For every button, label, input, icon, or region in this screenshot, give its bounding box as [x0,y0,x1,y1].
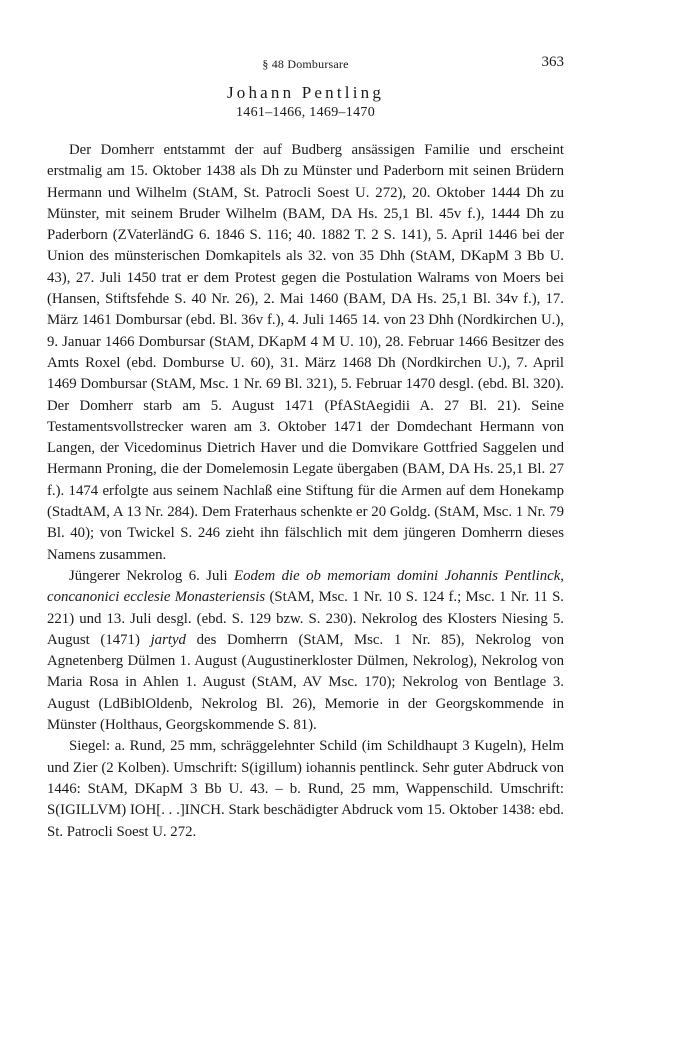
page-number: 363 [541,54,564,70]
biography-paragraph: Der Domherr entstammt der auf Budberg ansässigen Familie und erscheint erstmalig am 15. Oktober 1438 als Dh zu Münster und Paderborn mit seinen Brüdern Hermann und Wilhelm (StAM, St. Patrocli Soest U. 272), 20. Oktober 1444 Dh zu Münster, mit seinem Bruder Wilhelm (BAM, DA Hs. 25,1 Bl. 45v f.), 1444 Dh zu Paderborn (ZVaterländG 6. 1846 S. 116; 40. 1882 T. 2 S. 141), 5. April 1446 bei der Union des münsterischen Domkapitels als 32. von 35 Dhh (StAM, DKapM 3 Bb U. 43), 27. Juli 1450 trat er dem Protest gegen die Postulation Walrams von Moers bei (Hansen, Stiftsfehde S. 40 Nr. 26), 2. Mai 1460 (BAM, DA Hs. 25,1 Bl. 34v f.), 17. März 1461 Dombursar (ebd. Bl. 36v f.), 4. Juli 1465 14. von 23 Dhh (Nordkirchen U.), 9. Januar 1466 Dombursar (StAM, DKapM 4 M U. 10), 28. Februar 1466 Besitzer des Amts Roxel (ebd. Domburse U. 60), 31. März 1468 Dh (Nordkirchen U.), 7. April 1469 Dombursar (StAM, Msc. 1 Nr. 69 Bl. 321), 5. Februar 1470 desgl. (ebd. Bl. 320). Der Domherr starb am 5. August 1471 (PfAStAegidii A. 27 Bl. 21). Seine Testamentsvollstrecker waren am 3. Oktober 1471 der Domdechant Hermann von Langen, der Vicedominus Dietrich Haver und die Domvikare Gottfried Saggelen und Hermann Proning, die der Domelemosin Legate übergaben (BAM, DA Hs. 25,1 Bl. 27 f.). 1474 erfolgte aus seinem Nachlaß eine Stiftung für die Armen auf dem Honekamp (StadtAM, A 13 Nr. 284). Dem Fraterhaus schenkte er 20 Goldg. (StAM, Msc. 1 Nr. 79 Bl. 40); von Twickel S. 246 zieht ihn fälschlich mit dem jüngeren Domherrn dieses Namens zusammen. [47,142,564,563]
necrology-text: (StAM, Msc. 1 Nr. 10 S. 124 f.; Msc. 1 Nr. 11 S. 221) und 13. Juli desgl. (ebd. S. 129 bzw. S. 230). Nekrolog des Klosters Niesing 5. August (1471) [47,589,564,648]
running-head [47,52,564,78]
necrology-intro: Jüngerer Nekrolog 6. Juli [69,567,235,584]
necrology-term: jartyd [150,631,186,648]
entry-name: Johann Pentling [226,83,385,102]
document-page [47,52,564,843]
necrology-quote: Eodem die ob memoriam domini Johannis Pentlinck, concanonici ecclesie Monasteriensis [47,567,564,606]
running-title: § 48 Dombursare [262,57,349,71]
necrology-paragraph [47,566,564,736]
seal-paragraph: Siegel: a. Rund, 25 mm, schräggelehnter Schild (im Schildhaupt 3 Kugeln), Helm und Zier (2 Kolben). Umschrift: S(igillum) iohannis pentlinck. Sehr guter Abdruck von 1446: StAM, DKapM 3 Bb U. 43. – b. Rund, 25 mm, Wappenschild. Umschrift: S(IGILLVM) IOH[. . .]INCH. Stark beschädigter Abdruck vom 15. Oktober 1438: ebd. St. Patrocli Soest U. 272. [47,738,564,840]
necrology-rest: des Domherrn (StAM, Msc. 1 Nr. 85), Nekrolog von Agnetenberg Dülmen 1. August (Augustinerkloster Dülmen, Nekrolog), Nekrolog von Maria Rosa in Ahlen 1. August (StAM, AV Msc. 170); Nekrolog von Bentlage 3. August (LdBiblOldenb, Nekrolog Bl. 26), Memorie in der Georgskommende in Münster (Holthaus, Georgskommende S. 81). [47,631,564,734]
entry-years: 1461–1466, 1469–1470 [236,105,375,120]
